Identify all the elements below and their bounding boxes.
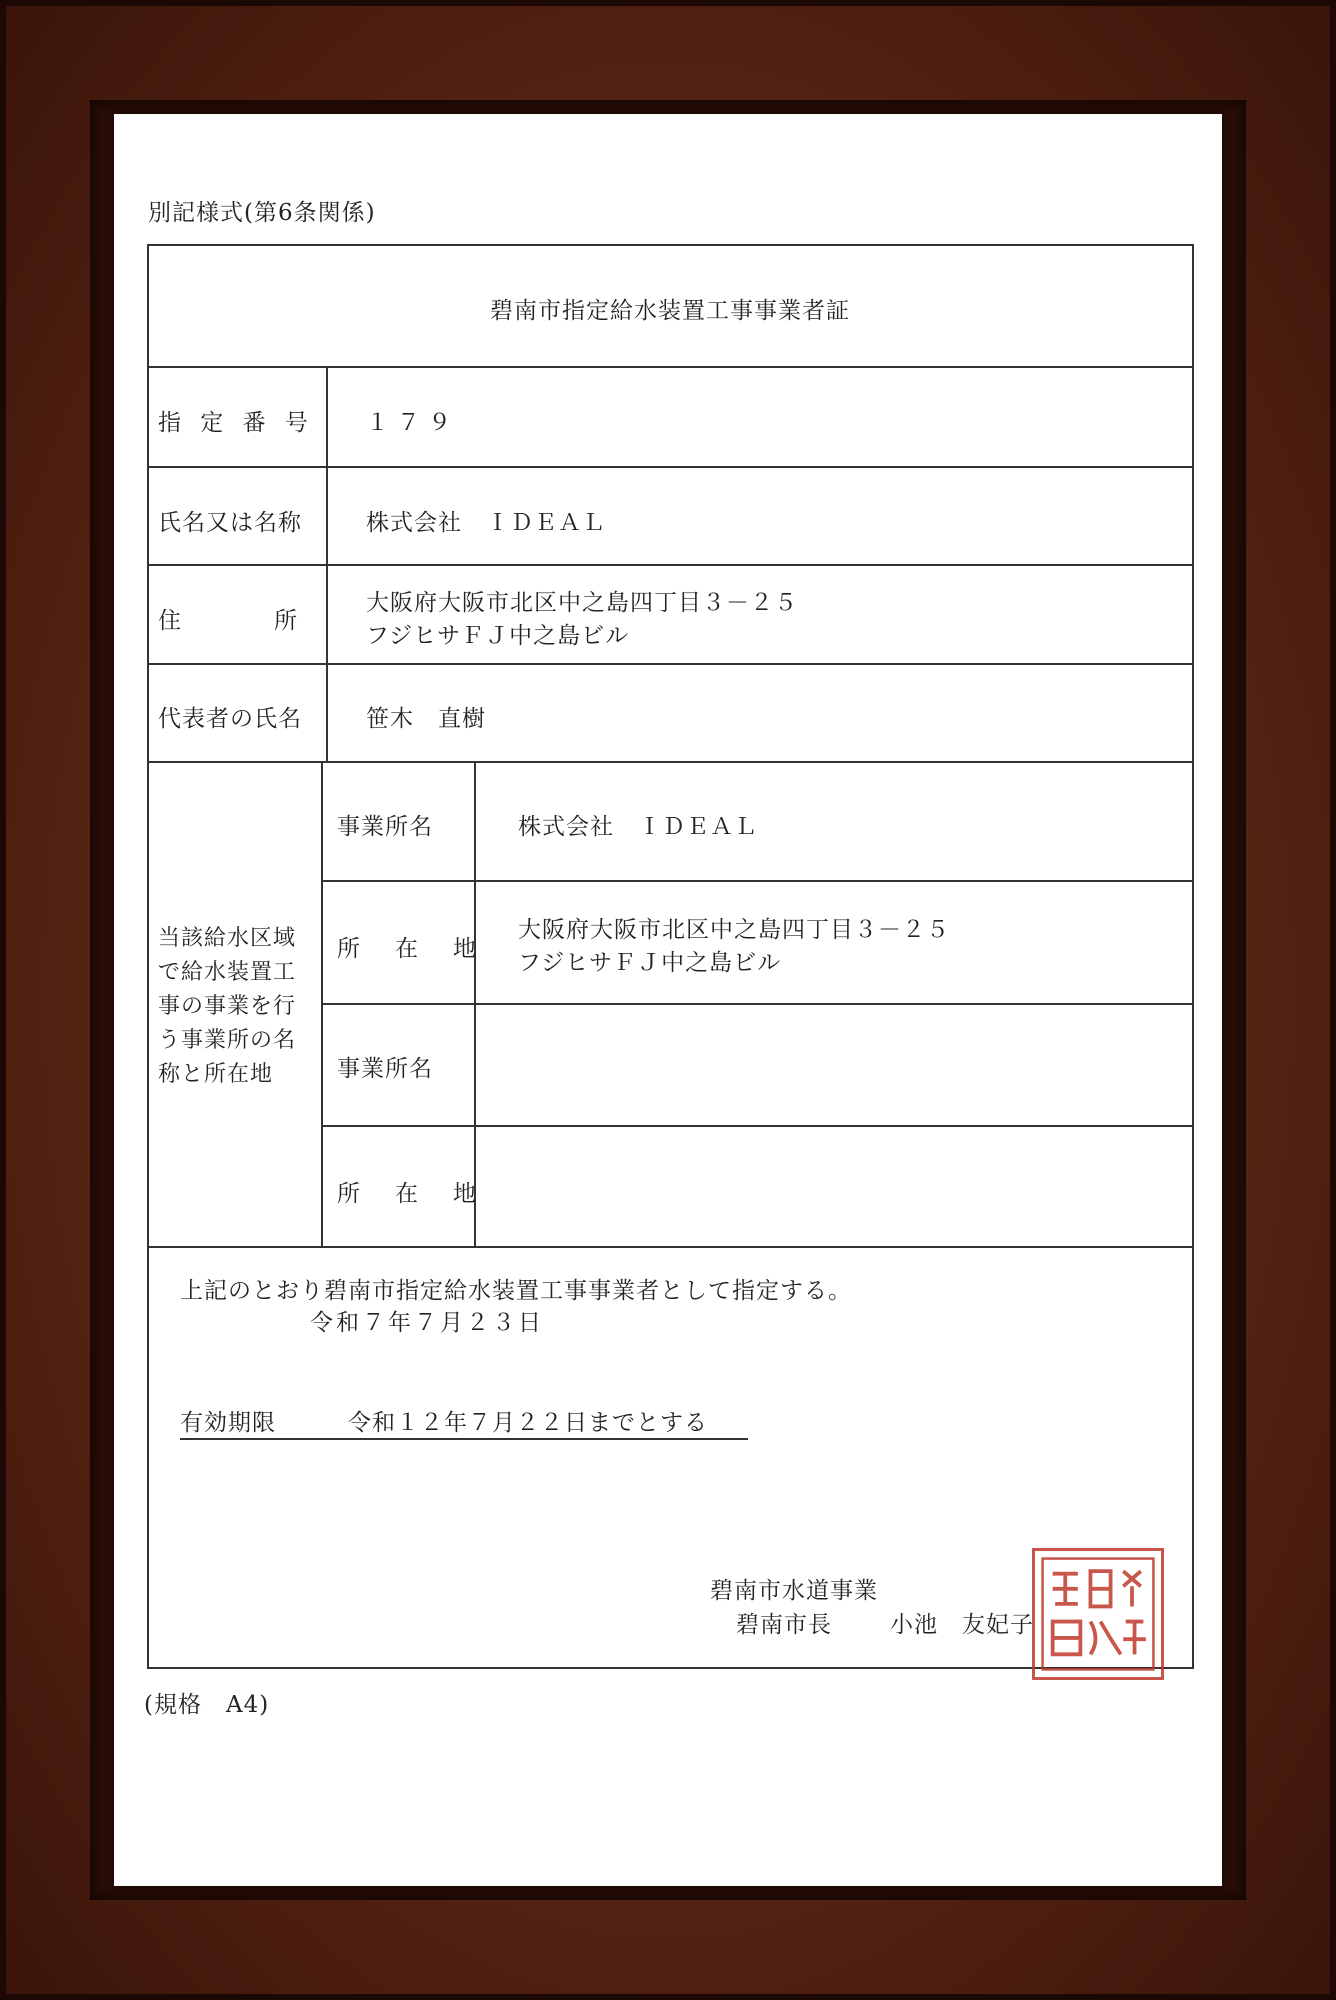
office-section-label xyxy=(158,922,296,1092)
office1-location-line1: 大阪府大阪市北区中之島四丁目３－２５ xyxy=(518,917,950,943)
designation-statement: 上記のとおり碧南市指定給水装置工事事業者として指定する。 xyxy=(180,1278,852,1304)
certificate-title: 碧南市指定給水装置工事事業者証 xyxy=(490,298,850,324)
validity-value: 令和１２年７月２２日までとする xyxy=(348,1410,708,1436)
table-right-border xyxy=(1192,244,1194,1668)
table-left-border xyxy=(147,244,149,1668)
designation-number-value: １７９ xyxy=(366,410,459,436)
row-divider xyxy=(147,761,1194,763)
issuer-organization: 碧南市水道事業 xyxy=(710,1578,878,1604)
address-line2: フジヒサＦＪ中之島ビル xyxy=(366,623,630,649)
row-divider xyxy=(147,366,1194,368)
office1-location-label: 所 在 地 xyxy=(337,936,482,962)
paper-size-note: (規格 A4) xyxy=(144,1692,270,1718)
row-divider xyxy=(321,880,1194,882)
name-label: 氏名又は名称 xyxy=(158,510,302,536)
office2-name-label: 事業所名 xyxy=(337,1056,433,1082)
row-divider xyxy=(147,663,1194,665)
office-section-label-line: 事の事業を行 xyxy=(158,994,297,1019)
form-label: 別記様式(第6条関係) xyxy=(148,200,376,226)
row-divider xyxy=(147,564,1194,566)
issuer-title: 碧南市長 xyxy=(736,1612,832,1638)
table-top-border xyxy=(147,244,1194,246)
representative-value: 笹木 直樹 xyxy=(366,706,486,732)
official-seal xyxy=(1032,1548,1164,1680)
issuer-name: 小池 友妃子 xyxy=(890,1612,1034,1638)
office1-name-label: 事業所名 xyxy=(337,814,433,840)
office1-name-value: 株式会社 ＩＤＥＡＬ xyxy=(518,814,758,840)
address-line1: 大阪府大阪市北区中之島四丁目３－２５ xyxy=(366,590,798,616)
designation-number-label: 指 定 番 号 xyxy=(158,410,314,436)
office1-location-line2: フジヒサＦＪ中之島ビル xyxy=(518,950,782,976)
office-section-label-line: で給水装置工 xyxy=(158,960,297,985)
representative-label: 代表者の氏名 xyxy=(158,706,302,732)
name-value: 株式会社 ＩＤＥＡＬ xyxy=(366,510,606,536)
row-divider xyxy=(147,466,1194,468)
office-section-label-line: 称と所在地 xyxy=(158,1062,274,1087)
office-section-label-line: 当該給水区域 xyxy=(158,926,297,951)
certificate-paper xyxy=(114,114,1222,1886)
row-divider xyxy=(147,1246,1194,1248)
address-label: 住 所 xyxy=(158,608,303,634)
seal-icon xyxy=(1035,1551,1161,1677)
designation-date: 令和７年７月２３日 xyxy=(310,1310,544,1336)
validity-line xyxy=(180,1404,748,1440)
office2-location-label: 所 在 地 xyxy=(337,1181,482,1207)
row-divider xyxy=(321,1003,1194,1005)
validity-label: 有効期限 xyxy=(180,1410,276,1436)
row-divider xyxy=(321,1125,1194,1127)
office-section-label-line: う事業所の名 xyxy=(158,1028,297,1053)
